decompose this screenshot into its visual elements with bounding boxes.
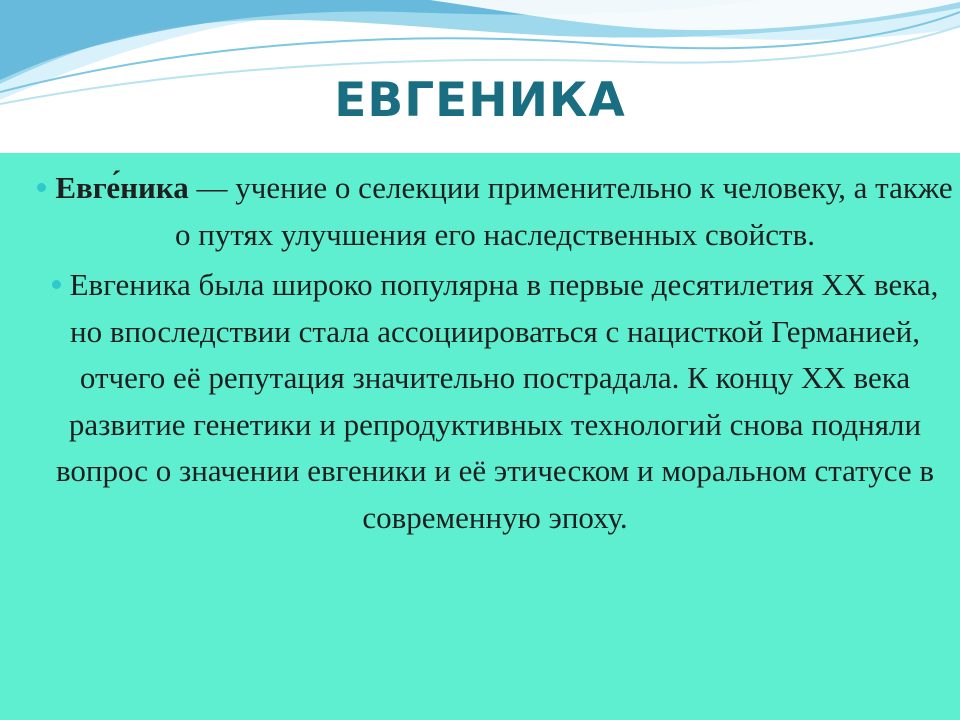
history-text: Евгеника была широко популярна в первые десятилетия XX века, но впоследствии стала ассоциироваться с нацисткой Германией, отчего её репутация значительно пострадала. К концу XX века развитие генетики и репродуктивных технологий снова подняли вопрос о значении евгеники и её этическом и моральном статусе в современную эпоху. (55, 267, 939, 535)
slide-title: ЕВГЕНИКА (334, 73, 626, 128)
bullet-dot-icon (37, 183, 46, 192)
slide-content-area (0, 153, 960, 720)
bullet-list (36, 165, 954, 541)
bullet-dot-icon (52, 280, 61, 289)
bullet-item-definition (36, 165, 954, 258)
bullet-item-history (36, 262, 954, 541)
definition-term: Евге́ника (55, 170, 189, 205)
definition-text: — учение о селекции применительно к человеку, а также о путях улучшения его наследственных свойств. (175, 170, 953, 252)
slide-header (0, 0, 960, 153)
